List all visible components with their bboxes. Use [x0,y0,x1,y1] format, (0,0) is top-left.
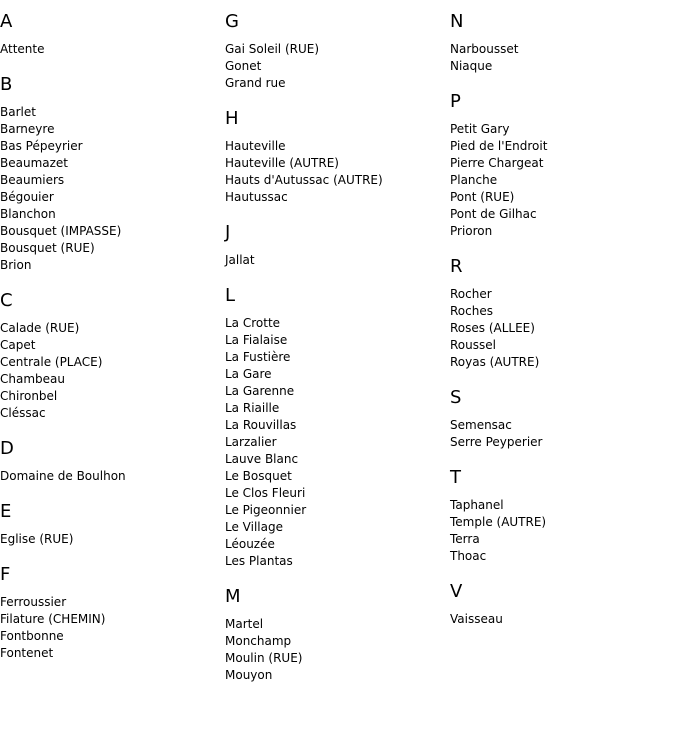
letter-heading: A [0,11,13,32]
street-link[interactable]: Serre Peyperier [450,435,543,449]
letter-section [225,222,450,269]
list-item [0,354,225,371]
street-link[interactable]: Larzalier [225,435,277,449]
list-item [450,320,675,337]
street-list [0,468,225,485]
street-link[interactable]: Vaisseau [450,612,503,626]
street-list [225,616,450,684]
street-link[interactable]: Temple (AUTRE) [450,515,547,529]
list-item [225,485,450,502]
list-item [0,531,225,548]
street-link[interactable]: Beaumazet [0,156,69,170]
list-item [450,434,675,451]
letter-section [0,290,225,422]
letter-heading: D [0,438,14,459]
list-item [225,536,450,553]
street-link[interactable]: Le Pigeonnier [225,503,307,517]
street-link[interactable]: Pierre Chargeat [450,156,544,170]
street-link[interactable]: Barneyre [0,122,55,136]
street-link[interactable]: Planche [450,173,498,187]
street-link[interactable]: Pont (RUE) [450,190,515,204]
list-item [225,75,450,92]
street-link[interactable]: Jallat [225,253,255,267]
letter-heading: N [450,11,464,32]
street-list [0,320,225,422]
list-item [450,172,675,189]
street-link[interactable]: Bousquet (RUE) [0,241,95,255]
list-item [450,303,675,320]
letter-heading: V [450,581,463,602]
street-list [450,121,675,240]
street-link[interactable]: Thoac [450,549,487,563]
letter-section [450,387,675,451]
street-link[interactable]: Beaumiers [0,173,65,187]
list-item [450,514,675,531]
list-item [0,41,225,58]
letter-section [450,581,675,628]
street-link[interactable]: La Fustière [225,350,291,364]
street-link[interactable]: Capet [0,338,36,352]
street-link[interactable]: Prioron [450,224,493,238]
street-link[interactable]: Fontbonne [0,629,64,643]
letter-heading: H [225,108,239,129]
street-link[interactable]: Gonet [225,59,262,73]
street-link[interactable]: Eglise (RUE) [0,532,74,546]
list-item [0,628,225,645]
street-list [450,286,675,371]
street-link[interactable]: Martel [225,617,264,631]
street-link[interactable]: Roches [450,304,493,318]
letter-heading: T [450,467,461,488]
list-item [0,155,225,172]
street-link[interactable]: Rocher [450,287,492,301]
list-item [225,366,450,383]
list-item [0,337,225,354]
list-item [225,519,450,536]
letter-heading: L [225,285,236,306]
street-link[interactable]: Roussel [450,338,496,352]
street-link[interactable]: Hauts d'Autussac (AUTRE) [225,173,383,187]
street-link[interactable]: Les Plantas [225,554,293,568]
list-item [0,468,225,485]
list-item [225,434,450,451]
list-item [450,611,675,628]
street-link[interactable]: Le Village [225,520,283,534]
list-item [225,451,450,468]
list-item [450,223,675,240]
street-link[interactable]: Hauteville [225,139,286,153]
letter-section [450,11,675,75]
list-item [225,468,450,485]
street-link[interactable]: Mouyon [225,668,273,682]
street-link[interactable]: Taphanel [450,498,504,512]
street-link[interactable]: Calade (RUE) [0,321,80,335]
index-column [0,0,225,662]
letter-section [0,564,225,662]
list-item [225,650,450,667]
list-item [225,553,450,570]
street-link[interactable]: Hautussac [225,190,288,204]
list-item [225,252,450,269]
letter-section [225,285,450,570]
list-item [0,371,225,388]
list-item [225,189,450,206]
letter-heading: S [450,387,462,408]
street-link[interactable]: Grand rue [225,76,286,90]
list-item [450,337,675,354]
street-link[interactable]: Fontenet [0,646,54,660]
street-link[interactable]: Narbousset [450,42,519,56]
street-list [225,138,450,206]
list-item [450,497,675,514]
letter-heading: G [225,11,239,32]
street-list [0,104,225,274]
list-item [0,138,225,155]
street-link[interactable]: Ferroussier [0,595,67,609]
street-link[interactable]: La Crotte [225,316,281,330]
letter-section [225,586,450,684]
street-link[interactable]: La Riaille [225,401,280,415]
street-link[interactable]: Petit Gary [450,122,510,136]
list-item [225,58,450,75]
letter-heading: P [450,91,461,112]
list-item [450,206,675,223]
street-link[interactable]: Chironbel [0,389,58,403]
street-link[interactable]: Attente [0,42,45,56]
street-link[interactable]: Semensac [450,418,512,432]
letter-section [225,108,450,206]
street-list [0,594,225,662]
street-list [450,41,675,75]
street-list [450,497,675,565]
list-item [225,172,450,189]
list-item [0,189,225,206]
list-item [0,320,225,337]
street-list [450,611,675,628]
letter-section [0,438,225,485]
letter-section [0,501,225,548]
list-item [225,138,450,155]
street-link[interactable]: Chambeau [0,372,65,386]
list-item [0,223,225,240]
list-item [450,138,675,155]
index-column [450,0,675,628]
street-link[interactable]: La Gare [225,367,272,381]
index-column [225,0,450,684]
street-link[interactable]: Monchamp [225,634,292,648]
street-list [225,315,450,570]
list-item [0,104,225,121]
street-link[interactable]: Lauve Blanc [225,452,299,466]
letter-heading: R [450,256,463,277]
list-item [225,332,450,349]
list-item [225,383,450,400]
list-item [450,286,675,303]
list-item [450,189,675,206]
street-link[interactable]: Bas Pépeyrier [0,139,83,153]
list-item [450,155,675,172]
street-link[interactable]: Filature (CHEMIN) [0,612,106,626]
list-item [0,172,225,189]
letter-section [450,467,675,565]
list-item [225,400,450,417]
letter-heading: E [0,501,12,522]
list-item [450,121,675,138]
list-item [450,41,675,58]
street-link[interactable]: Barlet [0,105,36,119]
list-item [0,645,225,662]
street-link[interactable]: Bousquet (IMPASSE) [0,224,122,238]
street-link[interactable]: Léouzée [225,537,275,551]
letter-heading: J [225,222,231,243]
letter-section [450,91,675,240]
list-item [0,240,225,257]
list-item [0,121,225,138]
street-link[interactable]: Centrale (PLACE) [0,355,103,369]
street-link[interactable]: La Fialaise [225,333,288,347]
street-link[interactable]: Domaine de Boulhon [0,469,126,483]
list-item [225,502,450,519]
street-link[interactable]: Roses (ALLEE) [450,321,535,335]
street-list [450,417,675,451]
street-link[interactable]: Le Bosquet [225,469,292,483]
list-item [225,349,450,366]
letter-heading: B [0,74,13,95]
street-link[interactable]: La Garenne [225,384,295,398]
letter-heading: C [0,290,13,311]
street-link[interactable]: Hauteville (AUTRE) [225,156,339,170]
letter-section [0,11,225,58]
list-item [225,417,450,434]
street-link[interactable]: Terra [450,532,480,546]
street-link[interactable]: Pied de l'Endroit [450,139,548,153]
list-item [0,388,225,405]
street-link[interactable]: Bégouier [0,190,54,204]
list-item [225,633,450,650]
street-link[interactable]: Gai Soleil (RUE) [225,42,320,56]
letter-heading: M [225,586,241,607]
list-item [450,417,675,434]
street-link[interactable]: Blanchon [0,207,56,221]
street-list [0,41,225,58]
list-item [225,667,450,684]
letter-section [450,256,675,371]
letter-section [0,74,225,274]
list-item [450,58,675,75]
list-item [450,531,675,548]
list-item [225,41,450,58]
street-link[interactable]: Pont de Gilhac [450,207,537,221]
list-item [225,155,450,172]
list-item [450,548,675,565]
list-item [225,616,450,633]
letter-section [225,11,450,92]
list-item [0,206,225,223]
street-list [0,531,225,548]
street-link[interactable]: La Rouvillas [225,418,297,432]
street-list [225,41,450,92]
street-link[interactable]: Brion [0,258,32,272]
list-item [0,257,225,274]
list-item [225,315,450,332]
list-item [0,405,225,422]
list-item [0,594,225,611]
street-link[interactable]: Royas (AUTRE) [450,355,540,369]
street-link[interactable]: Niaque [450,59,493,73]
street-link[interactable]: Le Clos Fleuri [225,486,306,500]
letter-heading: F [0,564,11,585]
street-link[interactable]: Cléssac [0,406,46,420]
list-item [450,354,675,371]
list-item [0,611,225,628]
street-list [225,252,450,269]
street-link[interactable]: Moulin (RUE) [225,651,303,665]
